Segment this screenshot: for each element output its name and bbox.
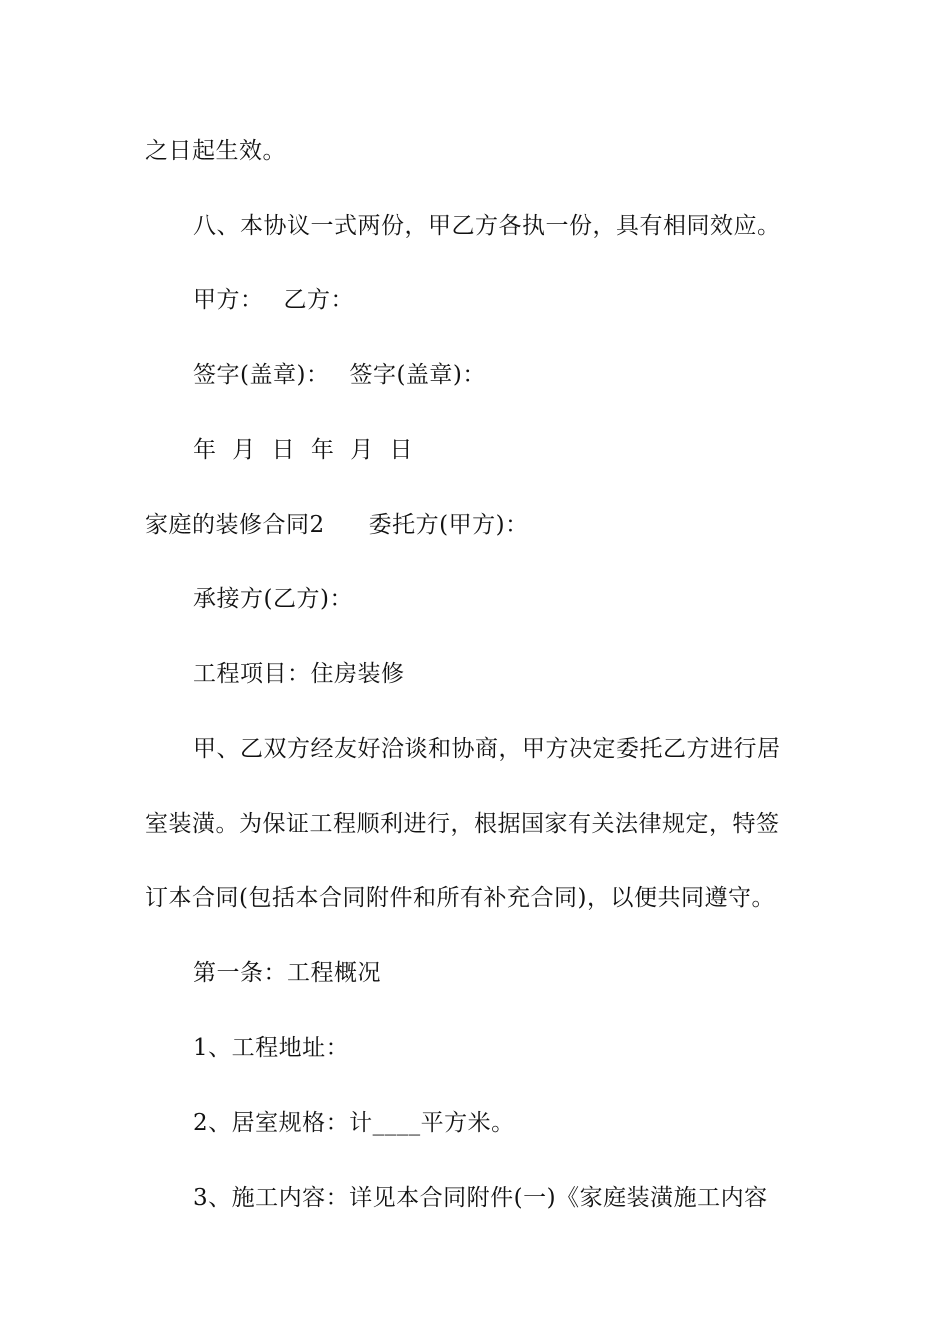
article-one-heading: 第一条：工程概况 bbox=[193, 960, 381, 986]
date-line: 年 月 日 年 月 日 bbox=[193, 437, 414, 463]
paragraph-line-2: 室装潢。为保证工程顺利进行，根据国家有关法律规定，特签 bbox=[145, 811, 780, 837]
party-a-label: 甲方： bbox=[193, 287, 264, 313]
signature-a-label: 签字(盖章)： bbox=[193, 362, 330, 388]
signature-b-label: 签字(盖章)： bbox=[349, 362, 486, 388]
party-b-label: 乙方： bbox=[283, 287, 354, 313]
paragraph-line-3: 订本合同(包括本合同附件和所有补充合同)，以便共同遵守。 bbox=[145, 885, 775, 911]
project-item-line: 工程项目：住房装修 bbox=[193, 661, 405, 687]
contractor-party-label: 承接方(乙方)： bbox=[193, 586, 353, 612]
signature-labels-line bbox=[193, 360, 486, 390]
item-address-line: 1、工程地址： bbox=[193, 1035, 350, 1061]
item-content-line: 3、施工内容：详见本合同附件(一)《家庭装潢施工内容 bbox=[193, 1185, 768, 1211]
item-size-line: 2、居室规格：计____平方米。 bbox=[193, 1110, 515, 1136]
text-line-clause-eight: 八、本协议一式两份，甲乙方各执一份，具有相同效应。 bbox=[193, 213, 781, 239]
contract-heading-line bbox=[145, 510, 529, 540]
contract-title: 家庭的装修合同2 bbox=[145, 512, 325, 538]
party-labels-line bbox=[193, 285, 354, 315]
client-party-label: 委托方(甲方)： bbox=[368, 512, 529, 538]
text-line-effective: 之日起生效。 bbox=[145, 138, 286, 164]
paragraph-line-1: 甲、乙双方经友好洽谈和协商，甲方决定委托乙方进行居 bbox=[193, 736, 781, 762]
